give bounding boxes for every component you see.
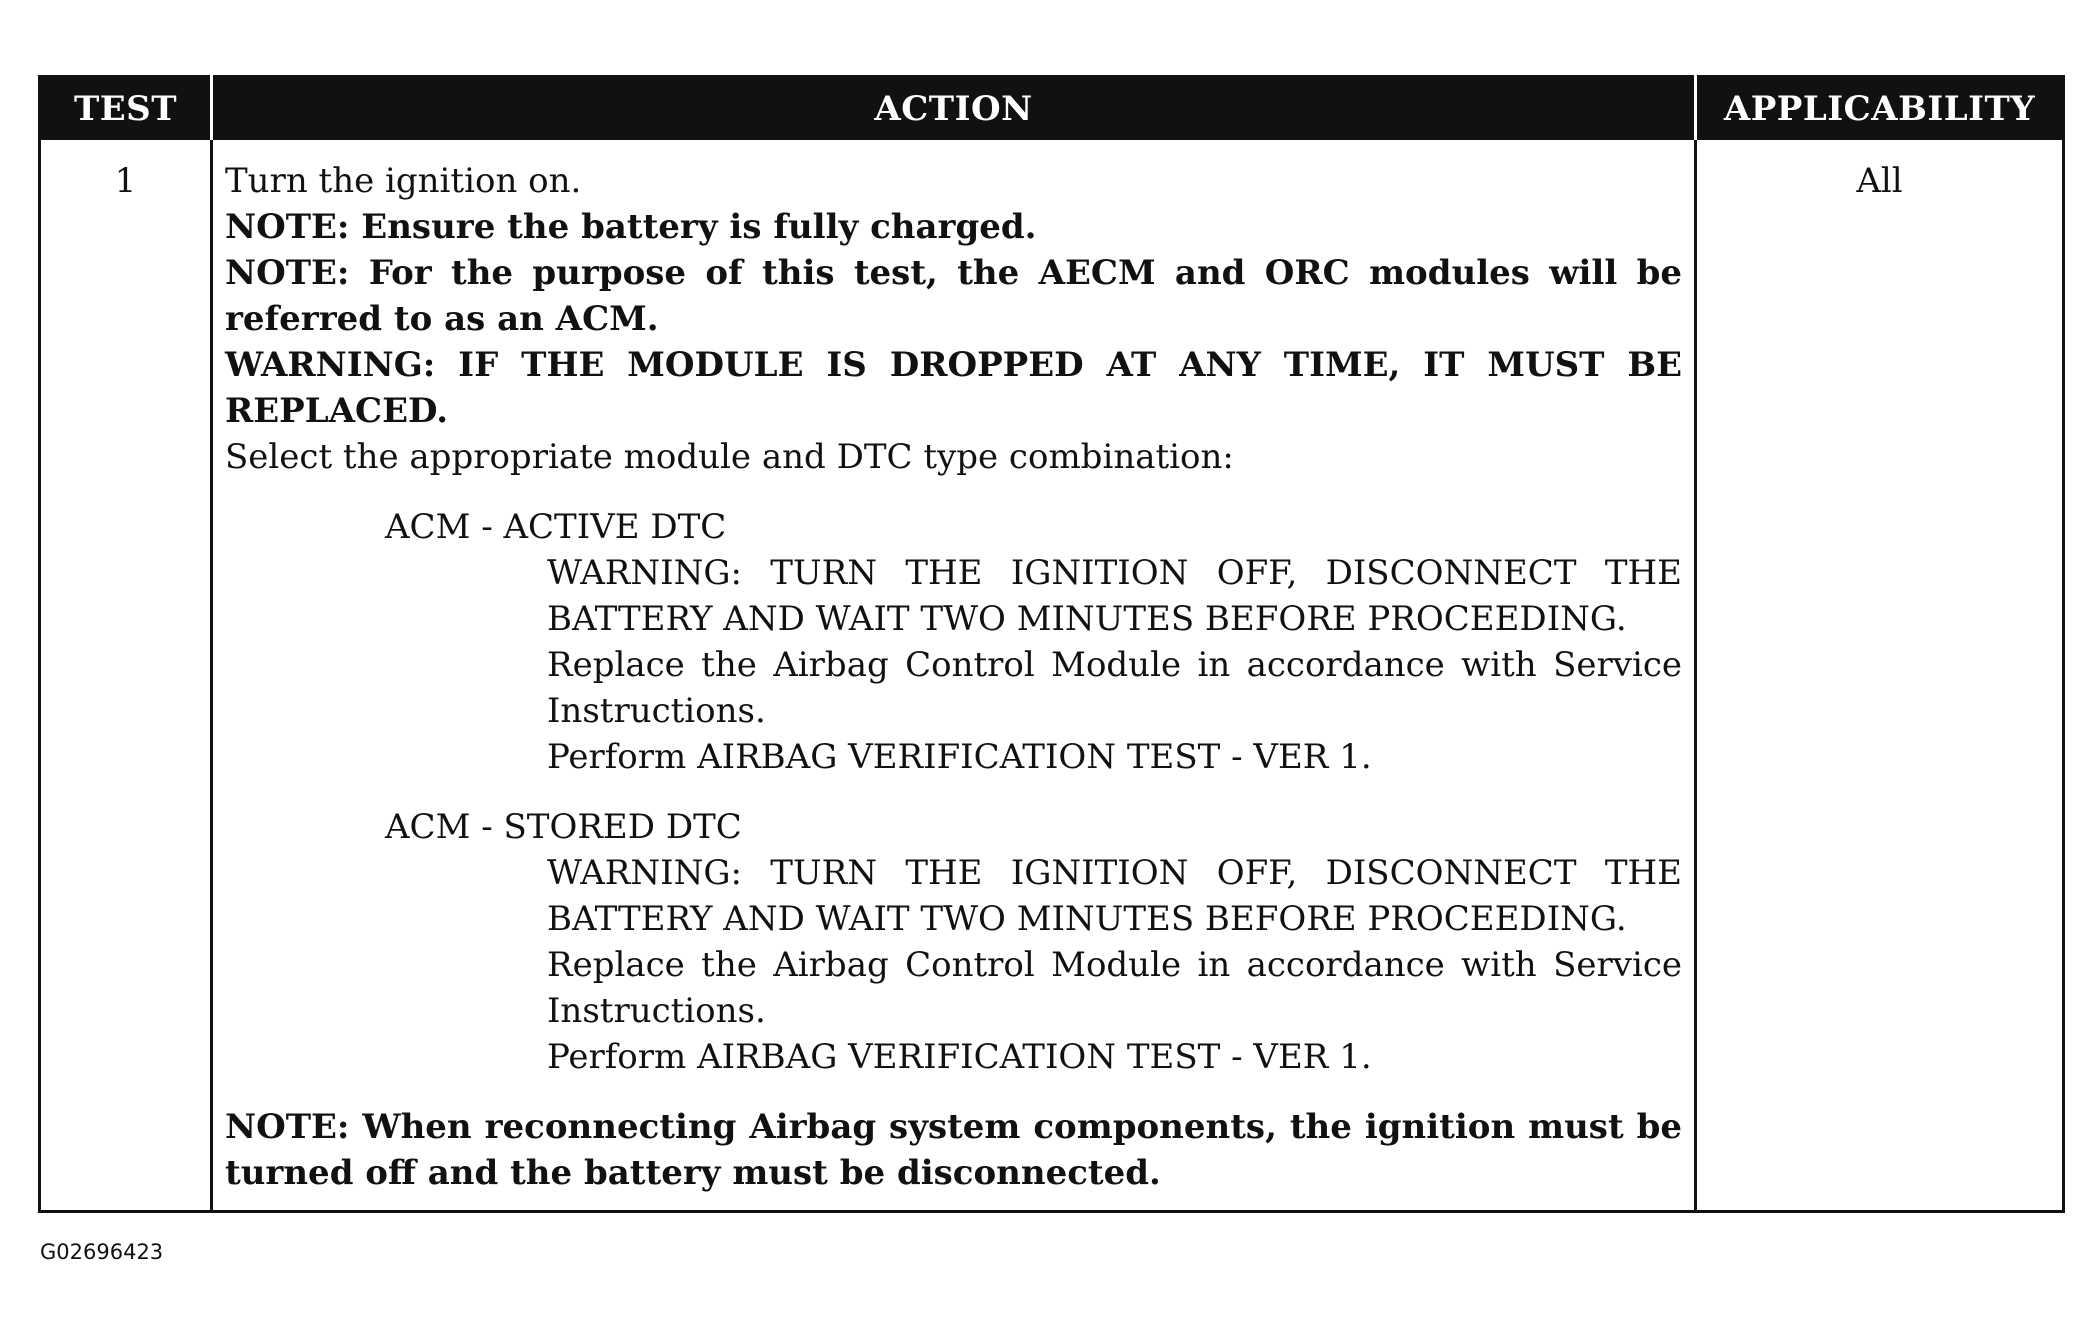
note-modules: NOTE: For the purpose of this test, the AECM and ORC modules will be referred to as an ACM.	[225, 253, 1682, 339]
spacer	[225, 780, 1682, 804]
action-cell	[212, 140, 1696, 1212]
option-warning: WARNING: TURN THE IGNITION OFF, DISCONNECT THE BATTERY AND WAIT TWO MINUTES BEFORE PROCEEDING.	[547, 553, 1682, 639]
table-row	[40, 140, 2064, 1212]
header-test: TEST	[40, 77, 212, 141]
figure-code: G02696423	[40, 1240, 164, 1264]
note-battery: NOTE: Ensure the battery is fully charged.	[225, 207, 1037, 247]
option-body	[225, 550, 1682, 780]
option-block-stored	[225, 804, 1682, 1080]
final-note: NOTE: When reconnecting Airbag system components, the ignition must be turned off and the battery must be disconnected.	[225, 1107, 1682, 1193]
select-instruction: Select the appropriate module and DTC type combination:	[225, 437, 1234, 477]
option-body	[225, 850, 1682, 1080]
option-replace: Replace the Airbag Control Module in accordance with Service Instructions.	[547, 645, 1682, 731]
header-row	[40, 77, 2064, 141]
option-heading: ACM - ACTIVE DTC	[385, 507, 727, 547]
option-replace: Replace the Airbag Control Module in accordance with Service Instructions.	[547, 945, 1682, 1031]
applicability-value: All	[1696, 140, 2064, 1212]
test-number: 1	[114, 161, 137, 201]
header-applicability: APPLICABILITY	[1696, 77, 2064, 141]
option-block-active	[225, 504, 1682, 780]
option-warning: WARNING: TURN THE IGNITION OFF, DISCONNECT THE BATTERY AND WAIT TWO MINUTES BEFORE PROCEEDING.	[547, 853, 1682, 939]
header-action: ACTION	[212, 77, 1696, 141]
option-heading: ACM - STORED DTC	[385, 807, 742, 847]
option-perform: Perform AIRBAG VERIFICATION TEST - VER 1.	[547, 737, 1372, 777]
action-intro: Turn the ignition on.	[225, 161, 582, 201]
diagnostic-test-table	[38, 75, 2065, 1213]
warning-dropped: WARNING: IF THE MODULE IS DROPPED AT ANY TIME, IT MUST BE REPLACED.	[225, 345, 1682, 431]
option-perform: Perform AIRBAG VERIFICATION TEST - VER 1.	[547, 1037, 1372, 1077]
spacer	[225, 480, 1682, 504]
spacer	[225, 1080, 1682, 1104]
table-header	[40, 77, 2064, 141]
